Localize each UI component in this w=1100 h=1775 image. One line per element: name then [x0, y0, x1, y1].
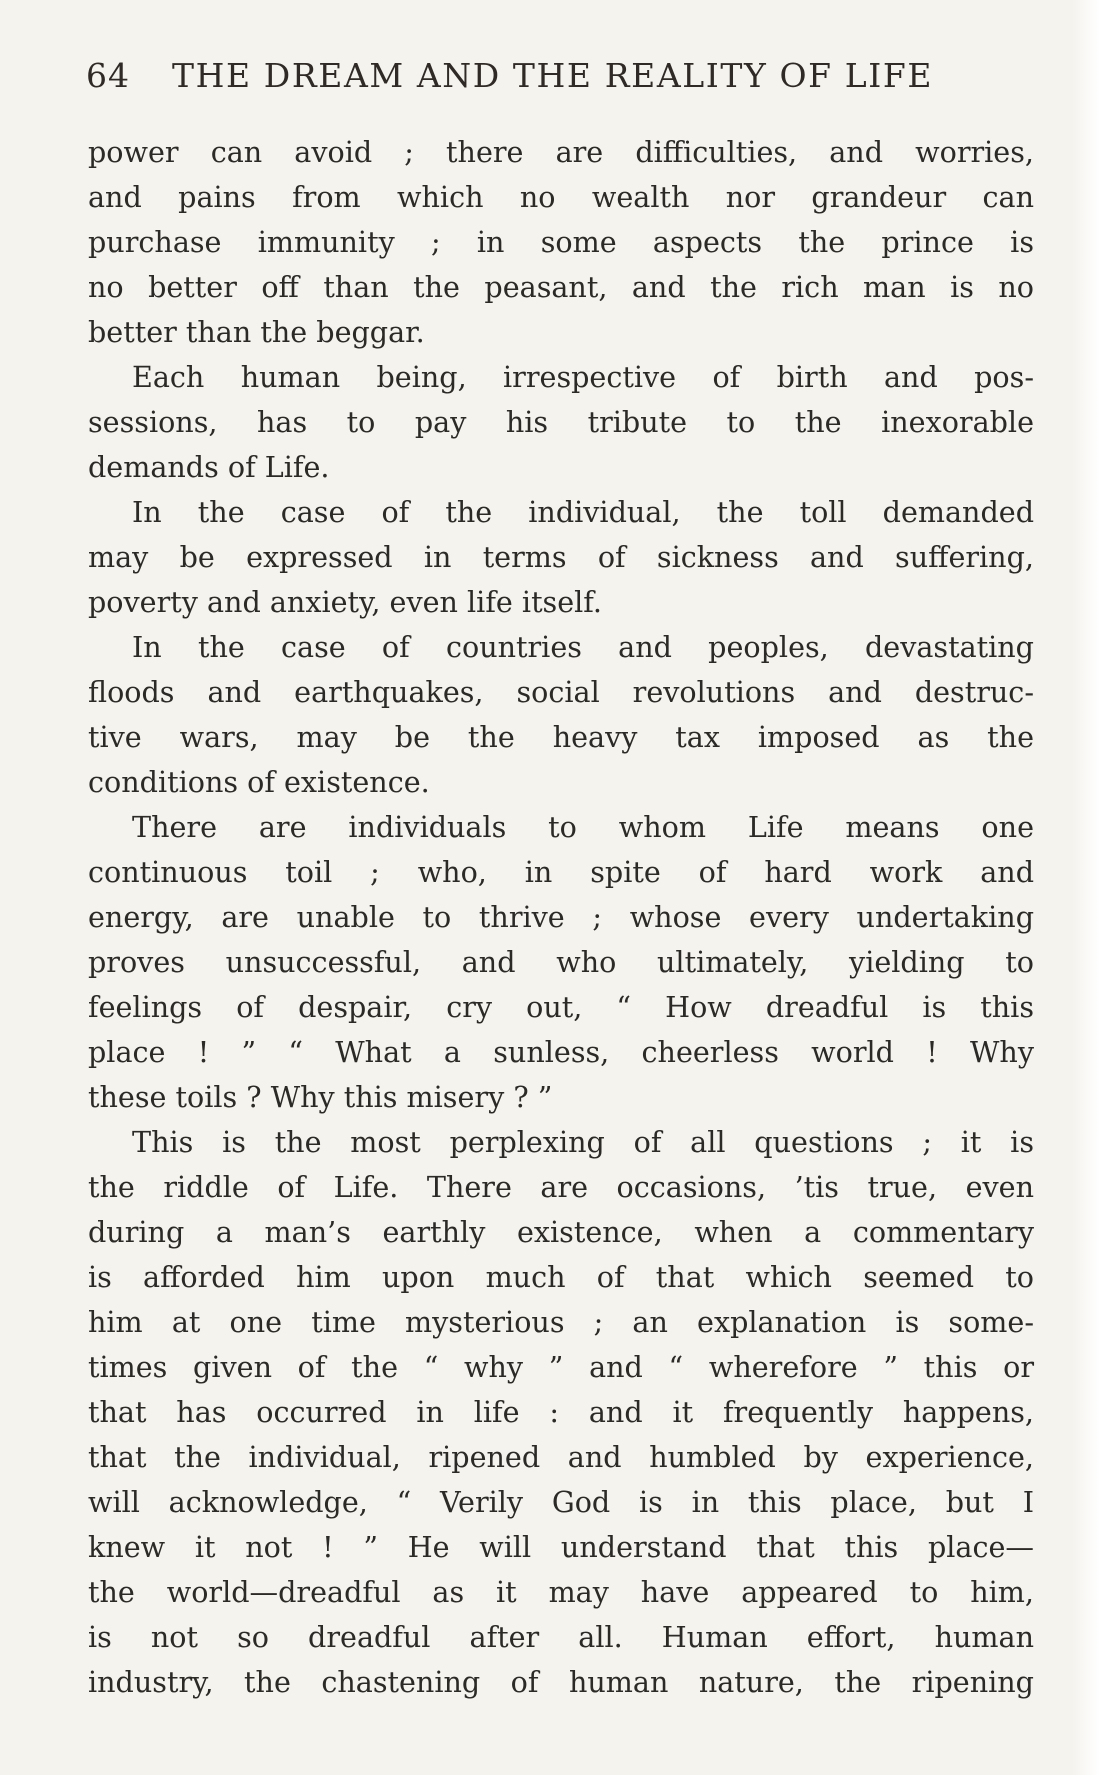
running-title: THE DREAM AND THE REALITY OF LIFE — [172, 56, 934, 95]
text-line: during a man’s earthly existence, when a commentary — [88, 1215, 1034, 1249]
text-line: sessions, has to pay his tribute to the inexorable — [88, 405, 1034, 439]
text-line: place ! ” “ What a sunless, cheerless world ! Why — [88, 1035, 1034, 1069]
text-line: floods and earthquakes, social revolutions and destruc- — [88, 675, 1034, 709]
text-line: purchase immunity ; in some aspects the prince is — [88, 225, 1034, 259]
text-line: that the individual, ripened and humbled by experience, — [88, 1440, 1034, 1474]
text-line: In the case of countries and peoples, devastating — [132, 630, 1034, 664]
text-line: industry, the chastening of human nature, the ripening — [88, 1665, 1034, 1699]
text-line: him at one time mysterious ; an explanation is some- — [88, 1305, 1034, 1339]
text-line: no better off than the peasant, and the rich man is no — [88, 270, 1034, 304]
text-line: tive wars, may be the heavy tax imposed as the — [88, 720, 1034, 754]
page-number: 64 — [86, 56, 130, 95]
text-line: knew it not ! ” He will understand that this place— — [88, 1530, 1034, 1564]
text-line: and pains from which no wealth nor grandeur can — [88, 180, 1034, 214]
text-line: will acknowledge, “ Verily God is in this place, but I — [88, 1485, 1034, 1519]
text-line: This is the most perplexing of all questions ; it is — [132, 1125, 1034, 1159]
text-line: these toils ? Why this misery ? ” — [88, 1080, 553, 1114]
text-line: proves unsuccessful, and who ultimately, yielding to — [88, 945, 1034, 979]
body-text — [88, 130, 1034, 1705]
text-line: Each human being, irrespective of birth and pos- — [132, 360, 1034, 394]
text-line: may be expressed in terms of sickness and suffering, — [88, 540, 1034, 574]
text-line: conditions of existence. — [88, 765, 430, 799]
text-line: demands of Life. — [88, 450, 330, 484]
text-line: times given of the “ why ” and “ wherefore ” this or — [88, 1350, 1034, 1384]
text-line: the riddle of Life. There are occasions, ’tis true, even — [88, 1170, 1034, 1204]
text-line: energy, are unable to thrive ; whose every undertaking — [88, 900, 1034, 934]
text-line: In the case of the individual, the toll demanded — [132, 495, 1034, 529]
text-line: power can avoid ; there are difficulties, and worries, — [88, 135, 1034, 169]
text-line: that has occurred in life : and it frequently happens, — [88, 1395, 1034, 1429]
text-line: the world—dreadful as it may have appeared to him, — [88, 1575, 1034, 1609]
text-line: continuous toil ; who, in spite of hard work and — [88, 855, 1034, 889]
text-line: feelings of despair, cry out, “ How dreadful is this — [88, 990, 1034, 1024]
text-line: is afforded him upon much of that which seemed to — [88, 1260, 1034, 1294]
text-line: better than the beggar. — [88, 315, 425, 349]
text-line: poverty and anxiety, even life itself. — [88, 585, 602, 619]
text-line: is not so dreadful after all. Human effort, human — [88, 1620, 1034, 1654]
running-head — [86, 50, 1036, 110]
text-line: There are individuals to whom Life means one — [132, 810, 1034, 844]
